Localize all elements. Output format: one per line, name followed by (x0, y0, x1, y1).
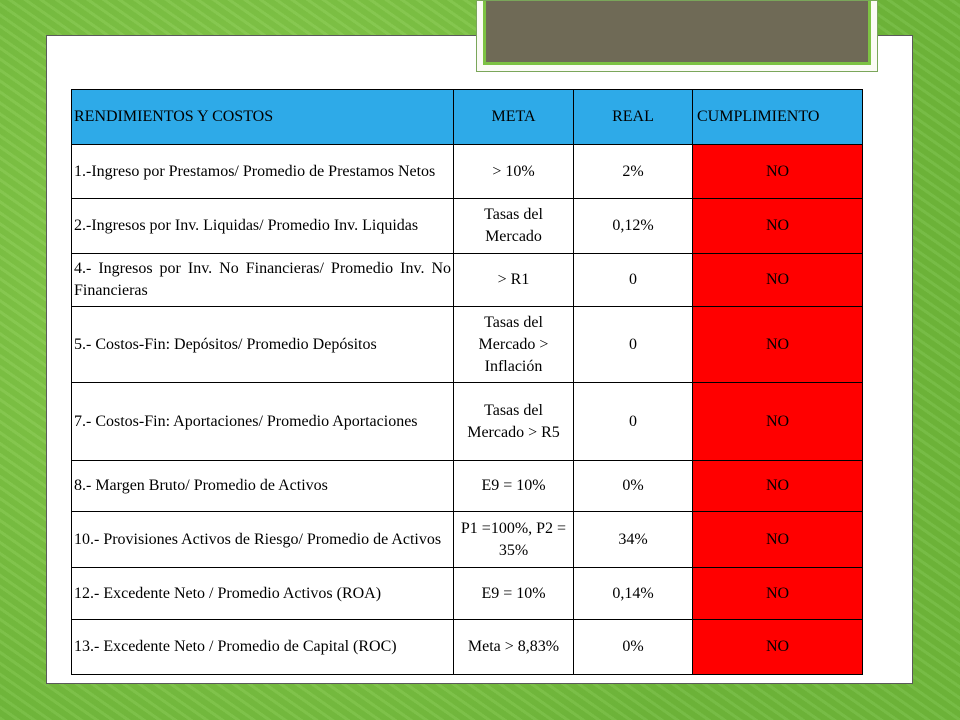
cumplimiento-cell: NO (693, 461, 863, 512)
cumplimiento-cell: NO (693, 568, 863, 620)
header-meta: META (454, 90, 574, 145)
header-real: REAL (574, 90, 693, 145)
indicator-cell: 12.- Excedente Neto / Promedio Activos (ROA) (72, 568, 454, 620)
indicator-cell: 5.- Costos-Fin: Depósitos/ Promedio Depósitos (72, 307, 454, 383)
table-row (72, 199, 863, 254)
indicator-cell: 13.- Excedente Neto / Promedio de Capital (ROC) (72, 620, 454, 675)
real-cell: 34% (574, 512, 693, 568)
cumplimiento-cell: NO (693, 383, 863, 461)
real-cell: 0 (574, 307, 693, 383)
table-row (72, 461, 863, 512)
meta-cell: Meta > 8,83% (454, 620, 574, 675)
table-row (72, 307, 863, 383)
real-cell: 0 (574, 254, 693, 307)
meta-cell: Tasas del Mercado > R5 (454, 383, 574, 461)
indicator-cell: 2.-Ingresos por Inv. Liquidas/ Promedio Inv. Liquidas (72, 199, 454, 254)
header-cumplimiento: CUMPLIMIENTO (693, 90, 863, 145)
meta-cell: Tasas del Mercado > Inflación (454, 307, 574, 383)
table-row (72, 512, 863, 568)
meta-cell: P1 =100%, P2 = 35% (454, 512, 574, 568)
meta-cell: Tasas del Mercado (454, 199, 574, 254)
cumplimiento-cell: NO (693, 512, 863, 568)
real-cell: 0% (574, 620, 693, 675)
indicator-cell: 8.- Margen Bruto/ Promedio de Activos (72, 461, 454, 512)
decorative-frame (476, 0, 878, 72)
real-cell: 2% (574, 145, 693, 199)
table-row (72, 620, 863, 675)
meta-cell: > 10% (454, 145, 574, 199)
table-header-row (72, 90, 863, 145)
table-row (72, 145, 863, 199)
meta-cell: > R1 (454, 254, 574, 307)
indicator-cell: 1.-Ingreso por Prestamos/ Promedio de Prestamos Netos (72, 145, 454, 199)
header-rendimientos: RENDIMIENTOS Y COSTOS (72, 90, 454, 145)
table-row (72, 254, 863, 307)
cumplimiento-cell: NO (693, 307, 863, 383)
real-cell: 0% (574, 461, 693, 512)
indicator-cell: 4.- Ingresos por Inv. No Financieras/ Promedio Inv. No Financieras (72, 254, 454, 307)
real-cell: 0,14% (574, 568, 693, 620)
real-cell: 0,12% (574, 199, 693, 254)
decorative-frame-fill (483, 1, 871, 65)
table-row (72, 568, 863, 620)
cumplimiento-cell: NO (693, 199, 863, 254)
indicator-cell: 7.- Costos-Fin: Aportaciones/ Promedio Aportaciones (72, 383, 454, 461)
indicators-table (71, 89, 863, 675)
cumplimiento-cell: NO (693, 620, 863, 675)
table-row (72, 383, 863, 461)
cumplimiento-cell: NO (693, 254, 863, 307)
meta-cell: E9 = 10% (454, 568, 574, 620)
indicator-cell: 10.- Provisiones Activos de Riesgo/ Promedio de Activos (72, 512, 454, 568)
meta-cell: E9 = 10% (454, 461, 574, 512)
cumplimiento-cell: NO (693, 145, 863, 199)
real-cell: 0 (574, 383, 693, 461)
